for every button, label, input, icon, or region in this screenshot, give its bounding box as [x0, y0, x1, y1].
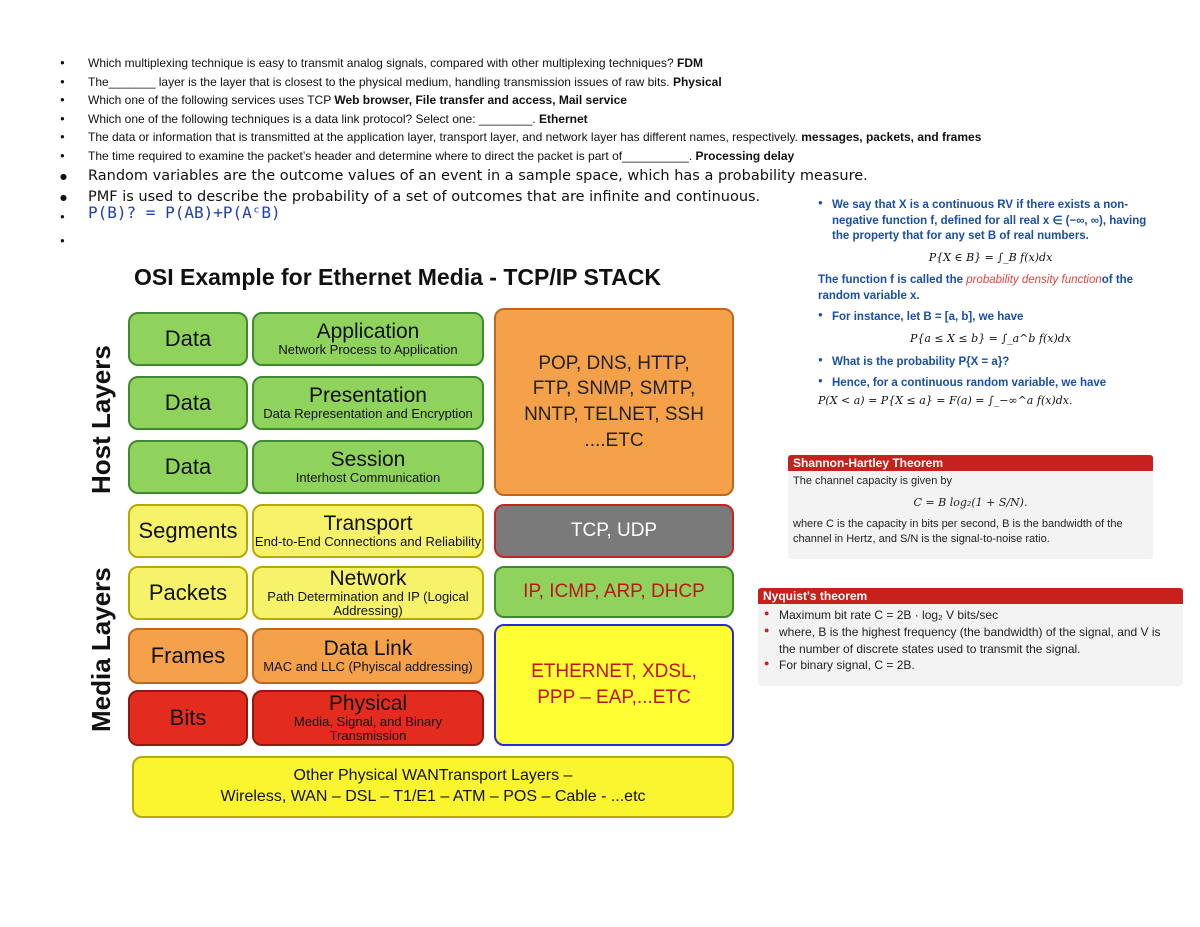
- rv-pdf-note: [818, 273, 1163, 304]
- rv-pdf-term: probability density function: [966, 274, 1102, 287]
- protocols-host: POP, DNS, HTTP, FTP, SNMP, SMTP, NNTP, TELNET, SSH ....ETC: [494, 308, 734, 496]
- osi-title: OSI Example for Ethernet Media - TCP/IP STACK: [134, 264, 661, 290]
- pdu-data-presentation: Data: [128, 376, 248, 430]
- layer-name: Data Link: [323, 637, 413, 661]
- layer-session: [252, 440, 484, 494]
- layer-name: Session: [330, 448, 406, 472]
- nyquist-bullet: ● Maximum bit rate C = 2B · log₂ V bits/sec: [763, 607, 1178, 624]
- layer-name: Network: [329, 567, 407, 591]
- shannon-text: where C is the capacity in bits per second, B is the bandwidth of the channel in Hertz, and S/N is the signal-to-noise ratio.: [793, 517, 1123, 546]
- note-item: ● Random variables are the outcome values of an event in a sample space, which has a probability measure.: [60, 166, 1180, 187]
- pdu-bits: Bits: [128, 690, 248, 746]
- rv-instance: ● For instance, let B = [a, b], we have: [818, 310, 1163, 326]
- media-layers-label: Media Layers: [86, 567, 116, 732]
- layer-description: Data Representation and Encryption: [263, 406, 473, 422]
- layer-application: [252, 312, 484, 366]
- layer-name: Presentation: [309, 384, 427, 408]
- nyquist-panel: [758, 588, 1183, 686]
- layer-name: Application: [316, 320, 420, 344]
- pdu-data-session: Data: [128, 440, 248, 494]
- nyquist-body: [758, 604, 1183, 677]
- note-item: ● Which one of the following services uses TCP Web browser, File transfer and access, Mail service: [60, 91, 1180, 110]
- shannon-formula: C = B log₂(1 + S/N).: [913, 496, 1028, 510]
- rv-conclusion: ● Hence, for a continuous random variable, we have: [818, 376, 1163, 392]
- osi-diagram: [84, 262, 744, 822]
- layer-description: MAC and LLC (Phyiscal addressing): [263, 659, 473, 675]
- nyquist-title: Nyquist's theorem: [758, 588, 1183, 604]
- rv-pdf-text: of the random variable x.: [818, 274, 1134, 302]
- host-layers-label: Host Layers: [86, 345, 116, 494]
- layer-presentation: [252, 376, 484, 430]
- rv-question: ● What is the probability P{X = a}?: [818, 355, 1163, 371]
- pdu-data-application: Data: [128, 312, 248, 366]
- layer-description: Network Process to Application: [278, 342, 458, 358]
- layer-name: Transport: [323, 512, 413, 536]
- other-physical-layers: [132, 756, 734, 818]
- handwritten-formula: P(B)? = P(AB)+P(AᶜB): [88, 202, 281, 222]
- shannon-body: [788, 471, 1153, 551]
- layer-network: [252, 566, 484, 620]
- protocols-network: IP, ICMP, ARP, DHCP: [494, 566, 734, 618]
- note-item: ● The_______ layer is the layer that is closest to the physical medium, handling transmission issues of raw bits. Physical: [60, 73, 1180, 92]
- footer-line: Wireless, WAN – DSL – T1/E1 – ATM – POS – Cable - ...etc: [220, 788, 646, 805]
- shannon-hartley-panel: [788, 455, 1153, 559]
- layer-transport: [252, 504, 484, 558]
- footer-line: Other Physical WANTransport Layers –: [293, 767, 573, 785]
- nyquist-bullet: ● where, B is the highest frequency (the bandwidth) of the signal, and V is the number of discrete states used to transmit the signal.: [763, 624, 1178, 658]
- note-item: ● The data or information that is transmitted at the application layer, transport layer, and network layer has different names, respectively. messages, packets, and frames: [60, 128, 1180, 147]
- shannon-title: Shannon-Hartley Theorem: [788, 455, 1153, 471]
- protocols-transport: TCP, UDP: [494, 504, 734, 558]
- pdu-segments: Segments: [128, 504, 248, 558]
- protocols-link: ETHERNET, XDSL, PPP – EAP,...ETC: [494, 624, 734, 746]
- layer-description: End-to-End Connections and Reliability: [254, 534, 482, 550]
- layer-description: Media, Signal, and Binary Transmission: [293, 714, 443, 744]
- pdu-frames: Frames: [128, 628, 248, 684]
- layer-description: Path Determination and IP (Logical Addressing): [267, 589, 469, 619]
- continuous-rv-panel: [818, 198, 1163, 417]
- layer-description: Interhost Communication: [295, 470, 441, 486]
- pdu-packets: Packets: [128, 566, 248, 620]
- nyquist-bullet: ● For binary signal, C = 2B.: [763, 657, 1178, 674]
- note-item: ● PMF is used to describe the probability of a set of outcomes that are infinite and continuous.: [60, 187, 1180, 208]
- note-item: ● Which one of the following techniques is a data link protocol? Select one: ________. Ethernet: [60, 110, 1180, 129]
- layer-physical: [252, 690, 484, 746]
- shannon-text: The channel capacity is given by: [793, 475, 952, 487]
- rv-pdf-text: The function f is called the: [818, 274, 967, 287]
- rv-definition: ● We say that X is a continuous RV if there exists a non-negative function f, defined for all real x ∈ (−∞, ∞), having the property that for any set B of real numbers.: [818, 198, 1163, 245]
- note-item: ● The time required to examine the packet’s header and determine where to direct the packet is part of__________. Processing delay: [60, 147, 1180, 166]
- note-item: ● Which multiplexing technique is easy to transmit analog signals, compared with other multiplexing techniques? FDM: [60, 54, 1180, 73]
- rv-formula-cdf: P(X < a) = P{X ≤ a} = F(a) = ∫_−∞^a f(x)dx.: [818, 393, 1073, 407]
- rv-formula-interval: P{a ≤ X ≤ b} = ∫_a^b f(x)dx: [909, 331, 1072, 345]
- layer-data-link: [252, 628, 484, 684]
- rv-formula-set: P{X ∈ B} = ∫_B f(x)dx: [928, 250, 1053, 264]
- layer-name: Physical: [328, 692, 408, 716]
